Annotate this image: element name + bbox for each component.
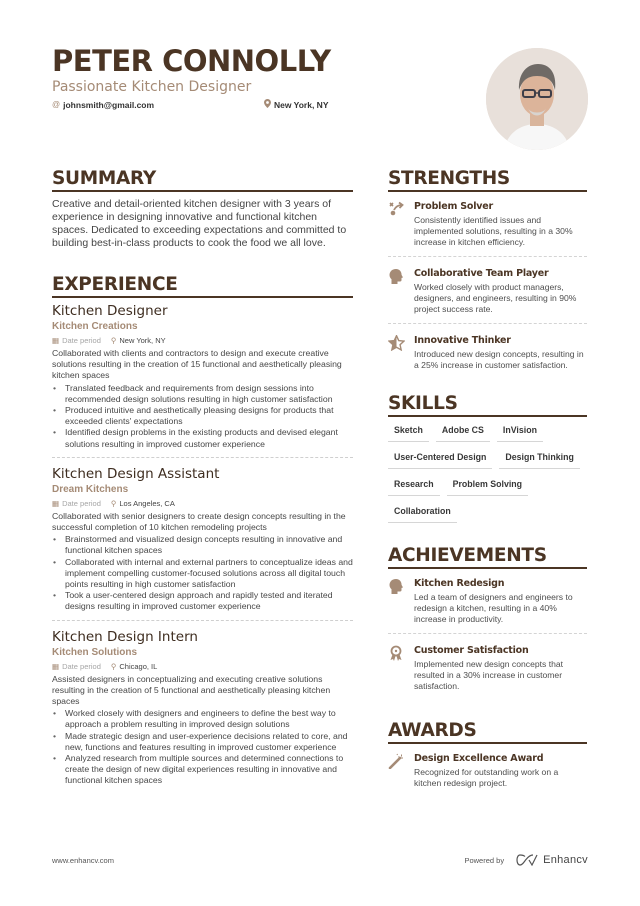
strength-desc: Worked closely with product managers, designers, and engineers, resulting in 90% project success rate. [414, 282, 577, 314]
bullet-item: • Analyzed research from multiple sources and determined connections to create the design of new digital experiences resulting in innovative and functional kitchen spaces [52, 753, 353, 787]
map-pin-icon: ⚲ [110, 498, 117, 508]
calendar-icon: ▦ [52, 336, 60, 345]
at-icon: @ [52, 100, 61, 109]
awards-heading: AWARDS [388, 720, 587, 744]
right-column [388, 168, 587, 797]
brand-logo[interactable] [516, 854, 588, 866]
job-role: Kitchen Design Intern [52, 628, 198, 645]
company-name: Dream Kitchens [52, 483, 129, 495]
job-description: Assisted designers in conceptualizing and executing creative solutions resulting in the creation of 5 functional and aesthetically pleasing kitchen spaces [52, 673, 331, 707]
job-location: New York, NY [119, 336, 166, 345]
resume-header [52, 44, 472, 110]
skill-tag: Design Thinking [499, 447, 579, 469]
award-item [388, 750, 587, 797]
profile-photo [486, 48, 588, 150]
job-bullets [52, 383, 353, 450]
job-meta [52, 498, 353, 510]
skill-tag: Sketch [388, 420, 429, 442]
award-ribbon-icon [388, 644, 414, 692]
head-brain-icon [388, 577, 414, 625]
job-bullets [52, 534, 353, 612]
contact-email[interactable] [52, 99, 264, 110]
skills-list [388, 420, 587, 523]
experience-entry [52, 466, 353, 621]
magic-wand-icon [388, 752, 414, 789]
bullet-item: • Worked closely with designers and engineers to define the best way to approach a problem resulting in improved design solutions [52, 708, 353, 730]
job-role: Kitchen Design Assistant [52, 465, 220, 482]
skill-tag: InVision [497, 420, 543, 442]
company-name: Kitchen Creations [52, 321, 138, 332]
job-meta [52, 335, 353, 347]
calendar-icon: ▦ [52, 661, 60, 671]
achievement-item [388, 575, 587, 634]
map-pin-icon: ⚲ [110, 336, 117, 345]
map-pin-icon [264, 99, 271, 110]
achievements-heading: ACHIEVEMENTS [388, 545, 587, 569]
job-meta [52, 661, 353, 673]
awards-section [388, 720, 587, 797]
bullet-item: • Translated feedback and requirements from design sessions into recommended design solutions resulting in high customer satisfaction [52, 383, 353, 405]
company-name: Kitchen Solutions [52, 646, 137, 658]
strength-item [388, 265, 587, 324]
bullet-item: • Collaborated with internal and external partners to conceptualize ideas and implement compelling customer-focused solutions across all digital touch points resulting in high customer satisfaction [52, 557, 353, 591]
email-text: johnsmith@gmail.com [63, 99, 155, 110]
job-location: Chicago, IL [119, 661, 158, 671]
skills-section [388, 393, 587, 523]
experience-section [52, 274, 353, 794]
bullet-item: • Identified design problems in the existing products and devised elegant solutions resulting in improved customer experience [52, 427, 353, 449]
experience-heading: EXPERIENCE [52, 274, 353, 298]
website-link[interactable]: www.enhancv.com [52, 855, 114, 865]
skill-tag: Collaboration [388, 501, 457, 523]
contact-row [52, 99, 472, 110]
enhancv-logo-icon [516, 854, 538, 866]
bullet-item: • Took a user-centered design approach and rapidly tested and iterated designs resulting in improved customer experience [52, 590, 353, 612]
job-description: Collaborated with senior designers to create design concepts resulting in the successful completion of 10 kitchen remodeling projects [52, 510, 346, 533]
summary-heading: SUMMARY [52, 168, 353, 192]
calendar-icon: ▦ [52, 498, 60, 508]
strength-desc: Consistently identified issues and implemented solutions, resulting in a 30% increase in kitchen efficiency. [414, 215, 573, 247]
summary-section [52, 168, 353, 250]
left-column [52, 168, 353, 802]
award-title: Design Excellence Award [414, 753, 544, 764]
strength-item [388, 332, 587, 379]
strength-title: Collaborative Team Player [414, 268, 549, 279]
powered-by [464, 854, 588, 866]
experience-entry [52, 629, 353, 794]
strategy-arrow-icon [388, 200, 414, 248]
achievement-title: Kitchen Redesign [414, 578, 505, 589]
strength-item [388, 198, 587, 257]
summary-text: Creative and detail-oriented kitchen designer with 3 years of experience in designing innovative and functional kitchen spaces. Dedicated to exceeding expectations and committed to building best-in-class products to cook the food we all love. [52, 198, 347, 249]
date-period: Date period [62, 498, 101, 508]
strength-desc: Introduced new design concepts, resulting in a 25% increase in customer satisfaction. [414, 349, 584, 370]
bullet-item: • Made strategic design and user-experience decisions related to core, and new, functions and features resulting in improved customer experience [52, 731, 353, 753]
bullet-item: • Produced intuitive and aesthetically pleasing designs for products that exceeded clients' expectations [52, 405, 353, 427]
achievement-desc: Led a team of designers and engineers to redesign a kitchen, resulting in a 40% increase in productivity. [414, 592, 573, 624]
achievement-item [388, 642, 587, 700]
candidate-title: Passionate Kitchen Designer [52, 79, 252, 95]
skill-tag: Problem Solving [447, 474, 528, 496]
candidate-name: PETER CONNOLLY [52, 44, 331, 78]
job-location: Los Angeles, CA [119, 498, 175, 508]
award-desc: Recognized for outstanding work on a kitchen redesign project. [414, 767, 559, 788]
strength-title: Innovative Thinker [414, 335, 511, 346]
map-pin-icon: ⚲ [110, 661, 117, 671]
strengths-heading: STRENGTHS [388, 168, 587, 192]
head-brain-icon [388, 267, 414, 315]
powered-by-label: Powered by [464, 855, 505, 865]
job-bullets [52, 708, 353, 786]
contact-location [264, 99, 328, 110]
date-period: Date period [62, 661, 101, 671]
experience-entry [52, 303, 353, 458]
achievement-title: Customer Satisfaction [414, 645, 529, 656]
date-period: Date period [62, 336, 101, 345]
achievement-desc: Implemented new design concepts that resulted in a 30% increase in customer satisfaction. [414, 659, 564, 691]
page-footer [52, 854, 588, 866]
location-text: New York, NY [274, 99, 329, 110]
achievements-section [388, 545, 587, 700]
skill-tag: User-Centered Design [388, 447, 492, 469]
star-icon [388, 334, 414, 371]
bullet-item: • Brainstormed and visualized design concepts resulting in innovative and functional kitchen spaces [52, 534, 353, 556]
skills-heading: SKILLS [388, 393, 587, 417]
strengths-section [388, 168, 587, 379]
strength-title: Problem Solver [414, 201, 494, 212]
job-role: Kitchen Designer [52, 303, 168, 319]
job-description: Collaborated with clients and contractors to design and execute creative solutions resulting in the creation of 15 functional and aesthetically pleasing kitchen spaces [52, 348, 342, 381]
brand-name: Enhancv [543, 854, 588, 866]
skill-tag: Adobe CS [436, 420, 490, 442]
skill-tag: Research [388, 474, 440, 496]
